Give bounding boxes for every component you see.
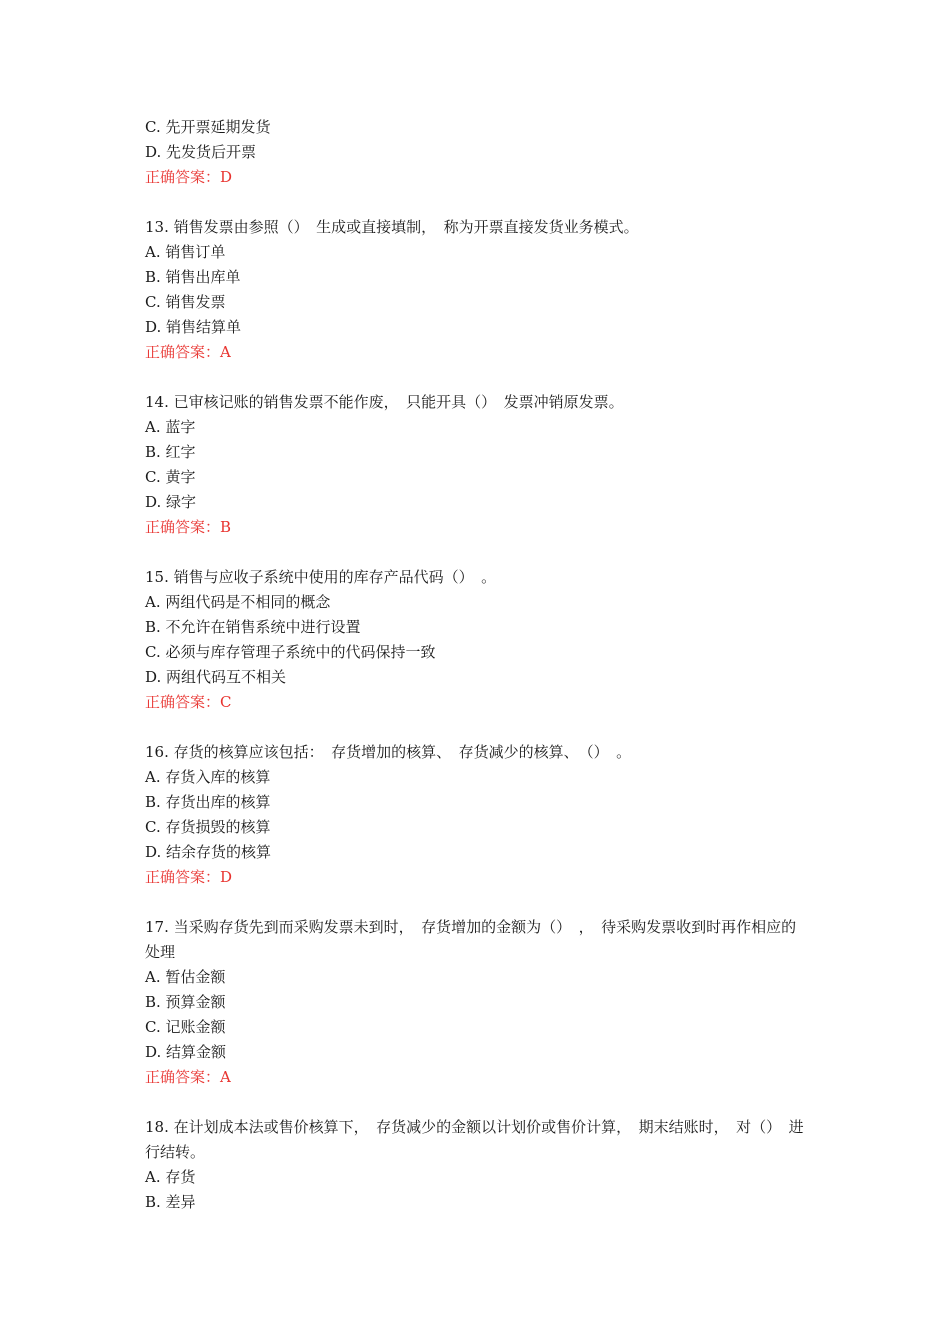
option-b: B. 预算金额 (145, 993, 226, 1011)
option-d: D. 两组代码互不相关 (145, 668, 287, 686)
question-13 (145, 215, 810, 365)
option-a: A. 销售订单 (145, 243, 226, 261)
option-b: B. 差异 (145, 1193, 196, 1211)
correct-answer: 正确答案：D (145, 168, 233, 186)
correct-answer: 正确答案：C (145, 693, 232, 711)
question-17 (145, 915, 810, 1090)
option-d: D. 结算金额 (145, 1043, 227, 1061)
lead-in-block (145, 115, 810, 190)
spacer (145, 540, 810, 565)
question-text: 16. 存货的核算应该包括： 存货增加的核算、 存货减少的核算、 （） 。 (145, 743, 632, 761)
spacer (145, 715, 810, 740)
question-16 (145, 740, 810, 890)
question-15 (145, 565, 810, 715)
correct-answer: 正确答案：A (145, 1068, 231, 1086)
option-c: C. 黄字 (145, 468, 196, 486)
spacer (145, 890, 810, 915)
question-text: 17. 当采购存货先到而采购发票未到时， 存货增加的金额为（） ， 待采购发票收到时再作相应的处理 (145, 918, 797, 961)
correct-answer: 正确答案：D (145, 868, 233, 886)
option-c: C. 必须与库存管理子系统中的代码保持一致 (145, 643, 436, 661)
question-text: 14. 已审核记账的销售发票不能作废， 只能开具（） 发票冲销原发票。 (145, 393, 624, 411)
question-14 (145, 390, 810, 540)
option-b: B. 红字 (145, 443, 196, 461)
correct-answer: 正确答案：B (145, 518, 232, 536)
spacer (145, 190, 810, 215)
question-18 (145, 1115, 810, 1215)
spacer (145, 365, 810, 390)
option-d: D. 先发货后开票 (145, 143, 257, 161)
option-a: A. 存货 (145, 1168, 196, 1186)
spacer (145, 1090, 810, 1115)
option-a: A. 蓝字 (145, 418, 196, 436)
option-d: D. 结余存货的核算 (145, 843, 272, 861)
option-c: C. 先开票延期发货 (145, 118, 271, 136)
question-text: 15. 销售与应收子系统中使用的库存产品代码（） 。 (145, 568, 497, 586)
option-c: C. 存货损毁的核算 (145, 818, 271, 836)
question-text: 13. 销售发票由参照（） 生成或直接填制， 称为开票直接发货业务模式。 (145, 218, 639, 236)
option-c: C. 销售发票 (145, 293, 226, 311)
option-b: B. 存货出库的核算 (145, 793, 271, 811)
option-d: D. 销售结算单 (145, 318, 242, 336)
option-a: A. 暂估金额 (145, 968, 226, 986)
question-text: 18. 在计划成本法或售价核算下， 存货减少的金额以计划价或售价计算， 期末结账时， 对（） 进行结转。 (145, 1118, 804, 1161)
question-list (145, 115, 810, 1215)
option-a: A. 两组代码是不相同的概念 (145, 593, 331, 611)
option-d: D. 绿字 (145, 493, 197, 511)
option-b: B. 销售出库单 (145, 268, 241, 286)
option-b: B. 不允许在销售系统中进行设置 (145, 618, 361, 636)
correct-answer: 正确答案：A (145, 343, 231, 361)
option-a: A. 存货入库的核算 (145, 768, 271, 786)
option-c: C. 记账金额 (145, 1018, 226, 1036)
